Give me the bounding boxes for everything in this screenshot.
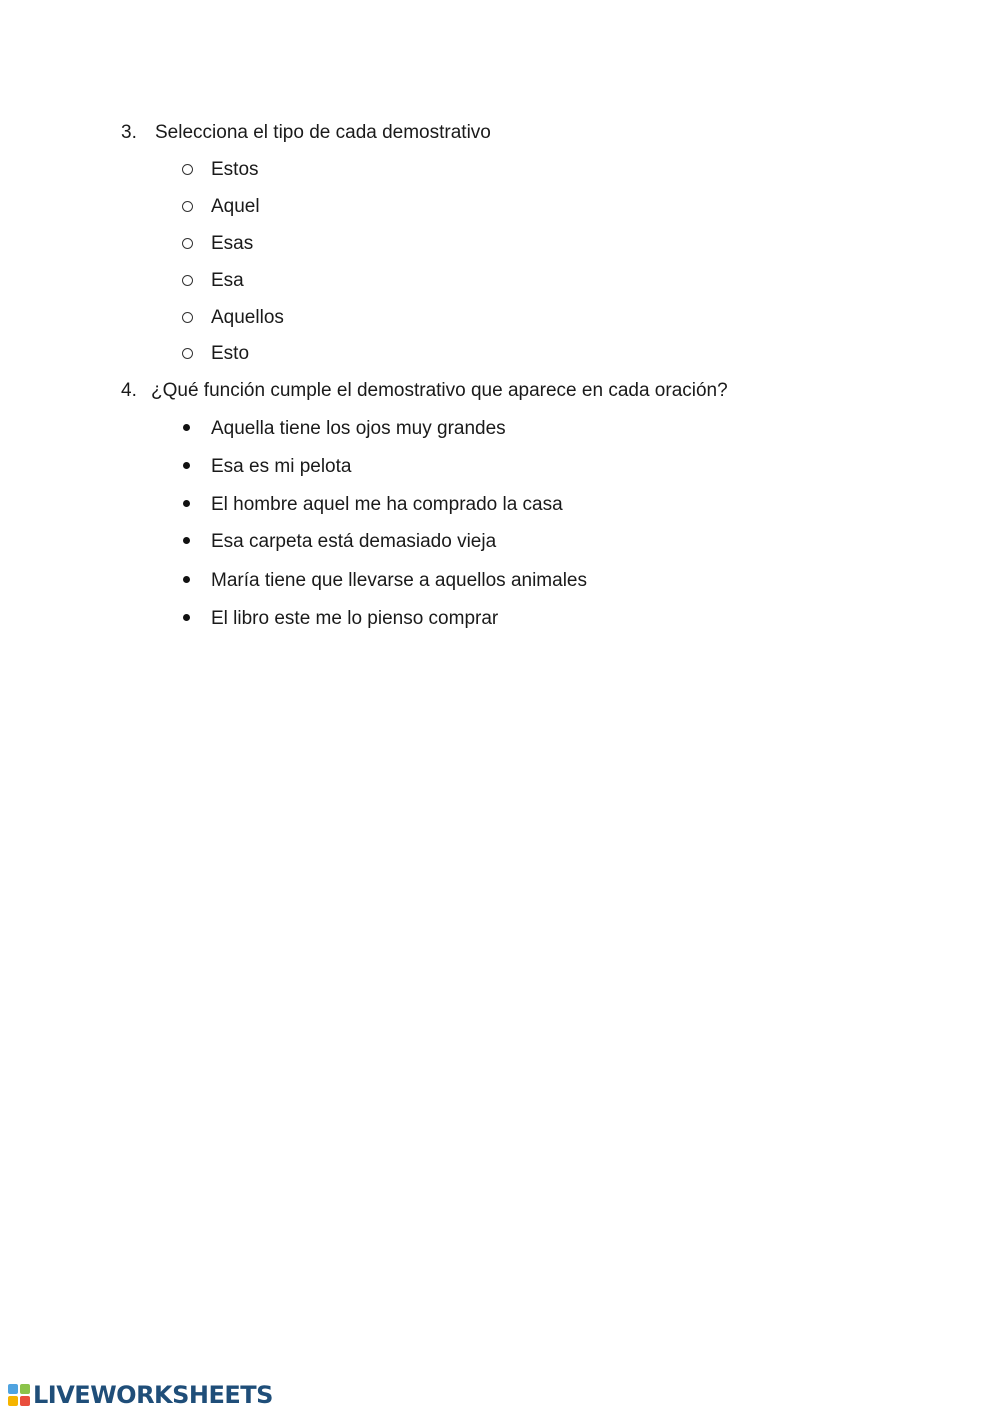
- sentence-text: Aquella tiene los ojos muy grandes: [211, 418, 506, 439]
- sentence-item[interactable]: [180, 607, 498, 631]
- sentence-item[interactable]: [180, 530, 496, 554]
- option-item[interactable]: [180, 232, 253, 256]
- question-3-text: Selecciona el tipo de cada demostrativo: [155, 122, 491, 143]
- option-label: Aquellos: [211, 307, 284, 328]
- solid-bullet-icon: [180, 493, 211, 517]
- hollow-bullet-icon: [180, 306, 211, 330]
- hollow-bullet-icon: [180, 158, 211, 182]
- sentence-item[interactable]: [180, 493, 563, 517]
- option-label: Aquel: [211, 196, 260, 217]
- logo-blocks-icon: [8, 1384, 30, 1406]
- option-label: Esto: [211, 343, 250, 364]
- hollow-bullet-icon: [180, 232, 211, 256]
- option-item[interactable]: [180, 158, 259, 182]
- option-item[interactable]: [180, 195, 260, 219]
- sentence-text: Esa es mi pelota: [211, 456, 352, 477]
- question-4-text: ¿Qué función cumple el demostrativo que aparece en cada oración?: [151, 380, 728, 401]
- sentence-item[interactable]: [180, 455, 351, 479]
- solid-bullet-icon: [180, 417, 211, 441]
- logo-text: LIVEWORKSHEETS: [33, 1381, 273, 1409]
- hollow-bullet-icon: [180, 342, 211, 366]
- sentence-item[interactable]: [180, 417, 506, 441]
- option-item[interactable]: [180, 306, 284, 330]
- sentence-text: Esa carpeta está demasiado vieja: [211, 531, 497, 552]
- option-label: Estos: [211, 159, 259, 180]
- solid-bullet-icon: [180, 569, 211, 593]
- solid-bullet-icon: [180, 530, 211, 554]
- option-item[interactable]: [180, 342, 249, 366]
- question-3-number: 3.: [121, 122, 137, 143]
- question-4: [121, 379, 728, 403]
- solid-bullet-icon: [180, 607, 211, 631]
- sentence-text: El hombre aquel me ha comprado la casa: [211, 494, 563, 515]
- hollow-bullet-icon: [180, 195, 211, 219]
- question-4-number: 4.: [121, 380, 137, 401]
- question-3: [121, 121, 491, 145]
- sentence-text: El libro este me lo pienso comprar: [211, 608, 499, 629]
- sentence-text: María tiene que llevarse a aquellos animales: [211, 570, 587, 591]
- hollow-bullet-icon: [180, 269, 211, 293]
- option-item[interactable]: [180, 269, 244, 293]
- liveworksheets-logo[interactable]: [8, 1382, 273, 1408]
- option-label: Esa: [211, 270, 244, 291]
- option-label: Esas: [211, 233, 254, 254]
- solid-bullet-icon: [180, 455, 211, 479]
- sentence-item[interactable]: [180, 569, 587, 593]
